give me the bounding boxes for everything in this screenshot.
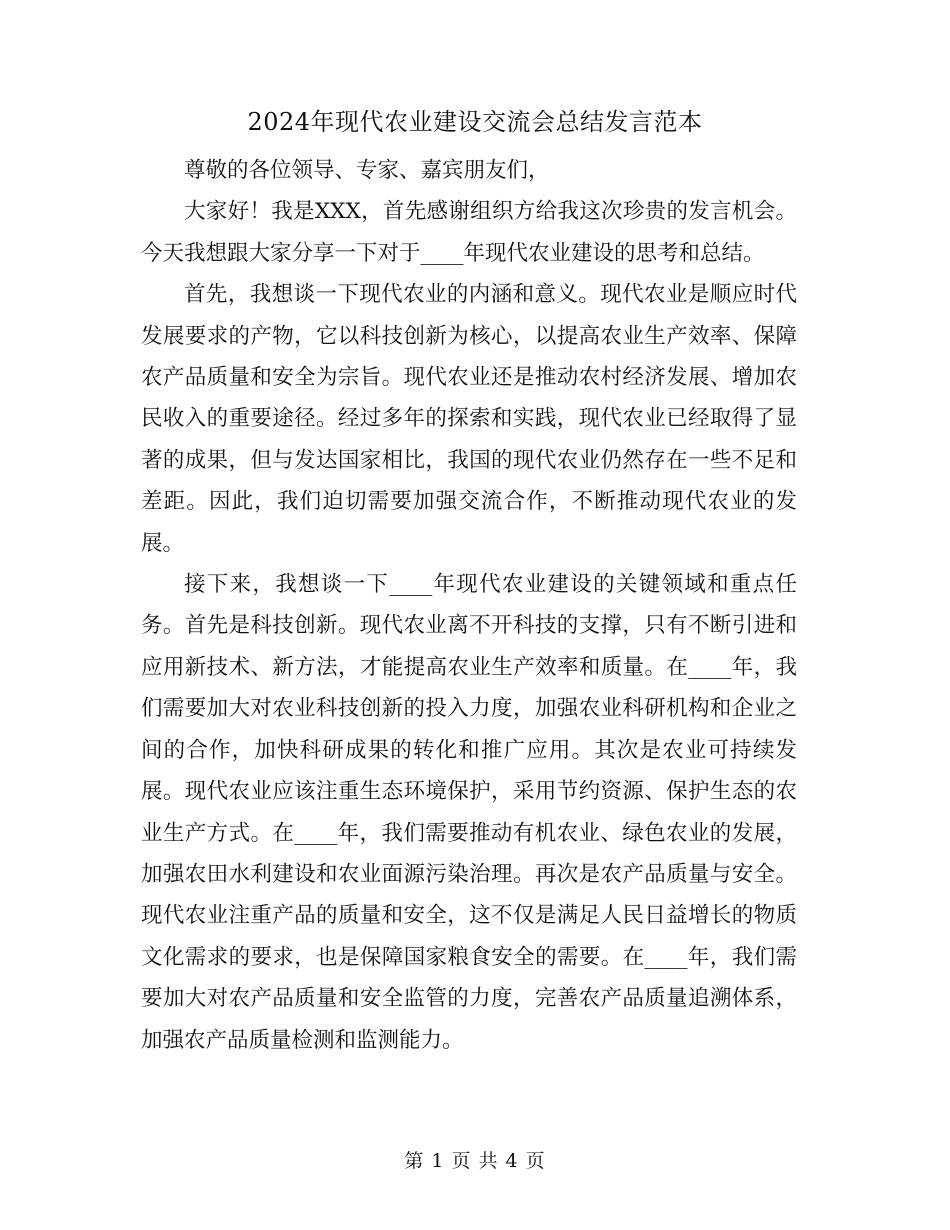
paragraph-key-tasks: 接下来，我想谈一下____年现代农业建设的关键领域和重点任务。首先是科技创新。现代农业离不开科技的支撑，只有不断引进和应用新技术、新方法，才能提高农业生产效率和质量。在____年，我们需要加大对农业科技创新的投入力度，加强农业科研机构和企业之间的合作，加快科研成果的转化和推广应用。其次是农业可持续发展。现代农业应该注重生态环境保护，采用节约资源、保护生态的农业生产方式。在____年，我们需要推动有机农业、绿色农业的发展，加强农田水利建设和农业面源污染治理。再次是农产品质量与安全。现代农业注重产品的质量和安全，这不仅是满足人民日益增长的物质文化需求的要求，也是保障国家粮食安全的需要。在____年，我们需要加大对农产品质量和安全监管的力度，完善农产品质量追溯体系，加强农产品质量检测和监测能力。 [141,572,797,1053]
paragraph-intro: 大家好！我是XXX，首先感谢组织方给我这次珍贵的发言机会。今天我想跟大家分享一下对于____年现代农业建设的思考和总结。 [141,199,797,266]
paragraph-greeting: 尊敬的各位领导、专家、嘉宾朋友们， [184,158,550,183]
document-title: 2024年现代农业建设交流会总结发言范本 [247,108,703,136]
paragraph-meaning: 首先，我想谈一下现代农业的内涵和意义。现代农业是顺应时代发展要求的产物，它以科技创新为核心，以提高农业生产效率、保障农产品质量和安全为宗旨。现代农业还是推动农村经济发展、增加农民收入的重要途径。经过多年的探索和实践，现代农业已经取得了显著的成果，但与发达国家相比，我国的现代农业仍然存在一些不足和差距。因此，我们迫切需要加强交流合作，不断推动现代农业的发展。 [141,282,797,556]
page-number-footer: 第 1 页 共 4 页 [404,1150,546,1172]
document-body [141,150,797,1061]
